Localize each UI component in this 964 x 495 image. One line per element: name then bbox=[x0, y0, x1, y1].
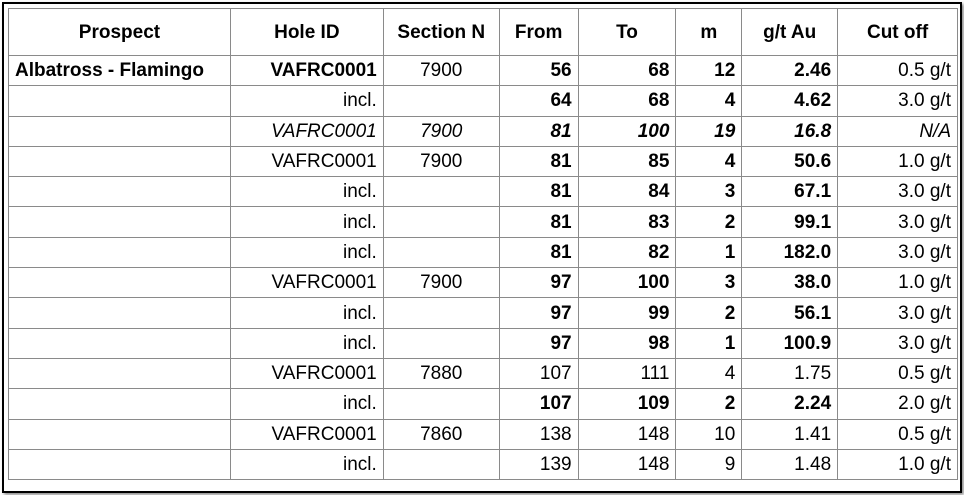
cell-hole-id: incl. bbox=[230, 328, 383, 358]
cell-cut-off: 3.0 g/t bbox=[838, 86, 958, 116]
cell-grade: 99.1 bbox=[742, 207, 838, 237]
cell-to: 98 bbox=[578, 328, 676, 358]
cell-section: 7900 bbox=[383, 116, 499, 146]
cell-grade: 50.6 bbox=[742, 146, 838, 176]
cell-cut-off: 3.0 g/t bbox=[838, 237, 958, 267]
cell-grade: 182.0 bbox=[742, 237, 838, 267]
cell-to: 148 bbox=[578, 449, 676, 479]
cell-prospect bbox=[9, 358, 231, 388]
cell-from: 56 bbox=[499, 56, 578, 86]
cell-cut-off: 2.0 g/t bbox=[838, 389, 958, 419]
cell-m: 19 bbox=[676, 116, 742, 146]
cell-to: 148 bbox=[578, 419, 676, 449]
cell-section bbox=[383, 298, 499, 328]
cell-m: 4 bbox=[676, 146, 742, 176]
table-row bbox=[9, 56, 958, 86]
cell-prospect bbox=[9, 237, 231, 267]
header-hole-id: Hole ID bbox=[230, 9, 383, 56]
cell-m: 3 bbox=[676, 177, 742, 207]
cell-cut-off: 1.0 g/t bbox=[838, 268, 958, 298]
cell-grade: 4.62 bbox=[742, 86, 838, 116]
table-row bbox=[9, 86, 958, 116]
cell-m: 1 bbox=[676, 328, 742, 358]
cell-to: 82 bbox=[578, 237, 676, 267]
table-row bbox=[9, 358, 958, 388]
cell-prospect bbox=[9, 207, 231, 237]
cell-prospect bbox=[9, 419, 231, 449]
cell-grade: 1.48 bbox=[742, 449, 838, 479]
cell-cut-off: 0.5 g/t bbox=[838, 419, 958, 449]
table-row bbox=[9, 449, 958, 479]
table-row bbox=[9, 328, 958, 358]
cell-from: 81 bbox=[499, 146, 578, 176]
cell-to: 99 bbox=[578, 298, 676, 328]
cell-cut-off: 3.0 g/t bbox=[838, 298, 958, 328]
cell-prospect bbox=[9, 86, 231, 116]
cell-cut-off: 0.5 g/t bbox=[838, 56, 958, 86]
cell-hole-id: incl. bbox=[230, 389, 383, 419]
cell-cut-off: 0.5 g/t bbox=[838, 358, 958, 388]
cell-cut-off: N/A bbox=[838, 116, 958, 146]
cell-from: 138 bbox=[499, 419, 578, 449]
cell-m: 4 bbox=[676, 86, 742, 116]
cell-m: 4 bbox=[676, 358, 742, 388]
cell-cut-off: 3.0 g/t bbox=[838, 177, 958, 207]
cell-prospect: Albatross - Flamingo bbox=[9, 56, 231, 86]
cell-to: 68 bbox=[578, 86, 676, 116]
header-prospect: Prospect bbox=[9, 9, 231, 56]
cell-prospect bbox=[9, 449, 231, 479]
cell-from: 81 bbox=[499, 116, 578, 146]
cell-m: 10 bbox=[676, 419, 742, 449]
cell-from: 81 bbox=[499, 237, 578, 267]
header-cut-off: Cut off bbox=[838, 9, 958, 56]
cell-hole-id: VAFRC0001 bbox=[230, 56, 383, 86]
cell-from: 64 bbox=[499, 86, 578, 116]
cell-grade: 67.1 bbox=[742, 177, 838, 207]
cell-section bbox=[383, 177, 499, 207]
table-row bbox=[9, 419, 958, 449]
cell-section: 7900 bbox=[383, 56, 499, 86]
cell-cut-off: 1.0 g/t bbox=[838, 449, 958, 479]
cell-from: 81 bbox=[499, 177, 578, 207]
cell-grade: 1.41 bbox=[742, 419, 838, 449]
cell-prospect bbox=[9, 268, 231, 298]
cell-section: 7900 bbox=[383, 146, 499, 176]
cell-cut-off: 3.0 g/t bbox=[838, 207, 958, 237]
cell-grade: 38.0 bbox=[742, 268, 838, 298]
cell-hole-id: incl. bbox=[230, 207, 383, 237]
cell-section: 7880 bbox=[383, 358, 499, 388]
table-row bbox=[9, 268, 958, 298]
header-to: To bbox=[578, 9, 676, 56]
header-grade: g/t Au bbox=[742, 9, 838, 56]
cell-to: 84 bbox=[578, 177, 676, 207]
cell-hole-id: incl. bbox=[230, 449, 383, 479]
cell-to: 83 bbox=[578, 207, 676, 237]
cell-section bbox=[383, 328, 499, 358]
table-row bbox=[9, 177, 958, 207]
table-row bbox=[9, 146, 958, 176]
cell-hole-id: VAFRC0001 bbox=[230, 146, 383, 176]
cell-to: 111 bbox=[578, 358, 676, 388]
table-frame bbox=[2, 2, 962, 493]
cell-hole-id: incl. bbox=[230, 86, 383, 116]
cell-section bbox=[383, 237, 499, 267]
cell-grade: 100.9 bbox=[742, 328, 838, 358]
drill-results-table bbox=[8, 8, 958, 480]
cell-section bbox=[383, 207, 499, 237]
cell-prospect bbox=[9, 328, 231, 358]
cell-grade: 2.46 bbox=[742, 56, 838, 86]
cell-from: 81 bbox=[499, 207, 578, 237]
cell-section bbox=[383, 86, 499, 116]
table-row bbox=[9, 298, 958, 328]
cell-hole-id: VAFRC0001 bbox=[230, 116, 383, 146]
table-row bbox=[9, 207, 958, 237]
header-section-n: Section N bbox=[383, 9, 499, 56]
cell-from: 107 bbox=[499, 358, 578, 388]
cell-section bbox=[383, 449, 499, 479]
cell-m: 1 bbox=[676, 237, 742, 267]
table-row bbox=[9, 237, 958, 267]
cell-to: 100 bbox=[578, 116, 676, 146]
cell-hole-id: VAFRC0001 bbox=[230, 268, 383, 298]
cell-to: 85 bbox=[578, 146, 676, 176]
cell-from: 107 bbox=[499, 389, 578, 419]
cell-prospect bbox=[9, 389, 231, 419]
cell-grade: 1.75 bbox=[742, 358, 838, 388]
header-m: m bbox=[676, 9, 742, 56]
cell-section: 7860 bbox=[383, 419, 499, 449]
cell-grade: 16.8 bbox=[742, 116, 838, 146]
cell-hole-id: incl. bbox=[230, 298, 383, 328]
cell-m: 2 bbox=[676, 298, 742, 328]
header-from: From bbox=[499, 9, 578, 56]
cell-section bbox=[383, 389, 499, 419]
cell-cut-off: 3.0 g/t bbox=[838, 328, 958, 358]
cell-from: 139 bbox=[499, 449, 578, 479]
cell-prospect bbox=[9, 146, 231, 176]
cell-to: 109 bbox=[578, 389, 676, 419]
cell-m: 2 bbox=[676, 389, 742, 419]
cell-from: 97 bbox=[499, 268, 578, 298]
cell-section: 7900 bbox=[383, 268, 499, 298]
cell-from: 97 bbox=[499, 298, 578, 328]
cell-from: 97 bbox=[499, 328, 578, 358]
header-row bbox=[9, 9, 958, 56]
cell-hole-id: incl. bbox=[230, 237, 383, 267]
cell-prospect bbox=[9, 298, 231, 328]
cell-prospect bbox=[9, 177, 231, 207]
cell-hole-id: VAFRC0001 bbox=[230, 419, 383, 449]
cell-m: 2 bbox=[676, 207, 742, 237]
cell-m: 12 bbox=[676, 56, 742, 86]
table-row bbox=[9, 389, 958, 419]
cell-hole-id: VAFRC0001 bbox=[230, 358, 383, 388]
table-row bbox=[9, 116, 958, 146]
cell-hole-id: incl. bbox=[230, 177, 383, 207]
cell-cut-off: 1.0 g/t bbox=[838, 146, 958, 176]
cell-prospect bbox=[9, 116, 231, 146]
cell-to: 100 bbox=[578, 268, 676, 298]
cell-grade: 2.24 bbox=[742, 389, 838, 419]
cell-m: 3 bbox=[676, 268, 742, 298]
cell-to: 68 bbox=[578, 56, 676, 86]
cell-grade: 56.1 bbox=[742, 298, 838, 328]
cell-m: 9 bbox=[676, 449, 742, 479]
